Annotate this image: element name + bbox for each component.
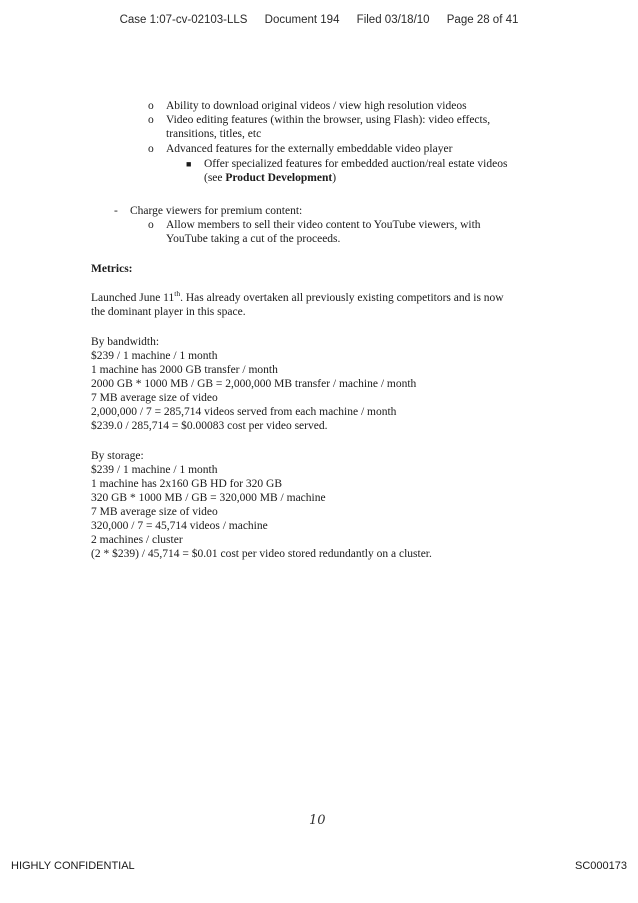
sub-feature-item-continued bbox=[204, 172, 336, 186]
feature-item: Video editing features (within the browser, using Flash): video effects, bbox=[166, 114, 491, 126]
ordinal-suffix: th bbox=[174, 289, 181, 299]
square-bullet-icon: ■ bbox=[186, 159, 192, 169]
bandwidth-heading: By bandwidth: bbox=[91, 336, 160, 348]
bandwidth-line: $239.0 / 285,714 = $0.00083 cost per video served. bbox=[91, 420, 328, 432]
storage-heading: By storage: bbox=[91, 450, 144, 462]
feature-item: Ability to download original videos / view high resolution videos bbox=[166, 100, 467, 112]
see-text: (see bbox=[204, 172, 226, 184]
handwritten-page-number: 10 bbox=[309, 813, 326, 828]
bandwidth-line: 2000 GB * 1000 MB / GB = 2,000,000 MB transfer / machine / month bbox=[91, 378, 417, 390]
bandwidth-line: 2,000,000 / 7 = 285,714 videos served from each machine / month bbox=[91, 406, 397, 418]
launch-text bbox=[91, 289, 504, 306]
document-number: Document 194 bbox=[264, 14, 340, 26]
dash-bullet: - bbox=[114, 205, 118, 217]
bates-number: SC000173 bbox=[575, 860, 627, 872]
filed-date: Filed 03/18/10 bbox=[356, 14, 430, 26]
circle-bullet-icon: o bbox=[148, 114, 154, 126]
launch-date: Launched June 11 bbox=[91, 292, 175, 304]
storage-line: 320 GB * 1000 MB / GB = 320,000 MB / machine bbox=[91, 492, 326, 504]
storage-line: 320,000 / 7 = 45,714 videos / machine bbox=[91, 520, 268, 532]
metrics-heading: Metrics: bbox=[91, 263, 133, 275]
court-header bbox=[0, 14, 638, 26]
bandwidth-line: 1 machine has 2000 GB transfer / month bbox=[91, 364, 278, 376]
storage-line: $239 / 1 machine / 1 month bbox=[91, 464, 218, 476]
bandwidth-line: $239 / 1 machine / 1 month bbox=[91, 350, 218, 362]
sub-feature-item: Offer specialized features for embedded auction/real estate videos bbox=[204, 158, 508, 170]
circle-bullet-icon: o bbox=[148, 219, 154, 231]
premium-item: Allow members to sell their video content to YouTube viewers, with bbox=[166, 219, 481, 231]
storage-line: (2 * $239) / 45,714 = $0.01 cost per video stored redundantly on a cluster. bbox=[91, 548, 432, 560]
bandwidth-line: 7 MB average size of video bbox=[91, 392, 218, 404]
case-number: Case 1:07-cv-02103-LLS bbox=[119, 14, 248, 26]
confidential-label: HIGHLY CONFIDENTIAL bbox=[11, 860, 135, 872]
page-indicator: Page 28 of 41 bbox=[446, 14, 519, 26]
feature-item: Advanced features for the externally embeddable video player bbox=[166, 143, 453, 155]
product-development-reference: Product Development bbox=[225, 172, 333, 184]
premium-heading: Charge viewers for premium content: bbox=[130, 205, 303, 217]
storage-line: 1 machine has 2x160 GB HD for 320 GB bbox=[91, 478, 283, 490]
feature-item-continued: transitions, titles, etc bbox=[166, 128, 262, 140]
storage-line: 7 MB average size of video bbox=[91, 506, 218, 518]
storage-line: 2 machines / cluster bbox=[91, 534, 183, 546]
circle-bullet-icon: o bbox=[148, 100, 154, 112]
closing-paren: ) bbox=[332, 172, 337, 184]
premium-item-continued: YouTube taking a cut of the proceeds. bbox=[166, 233, 341, 245]
launch-text-continued: the dominant player in this space. bbox=[91, 306, 246, 318]
circle-bullet-icon: o bbox=[148, 143, 154, 155]
launch-statement: . Has already overtaken all previously existing competitors and is now bbox=[180, 292, 504, 304]
